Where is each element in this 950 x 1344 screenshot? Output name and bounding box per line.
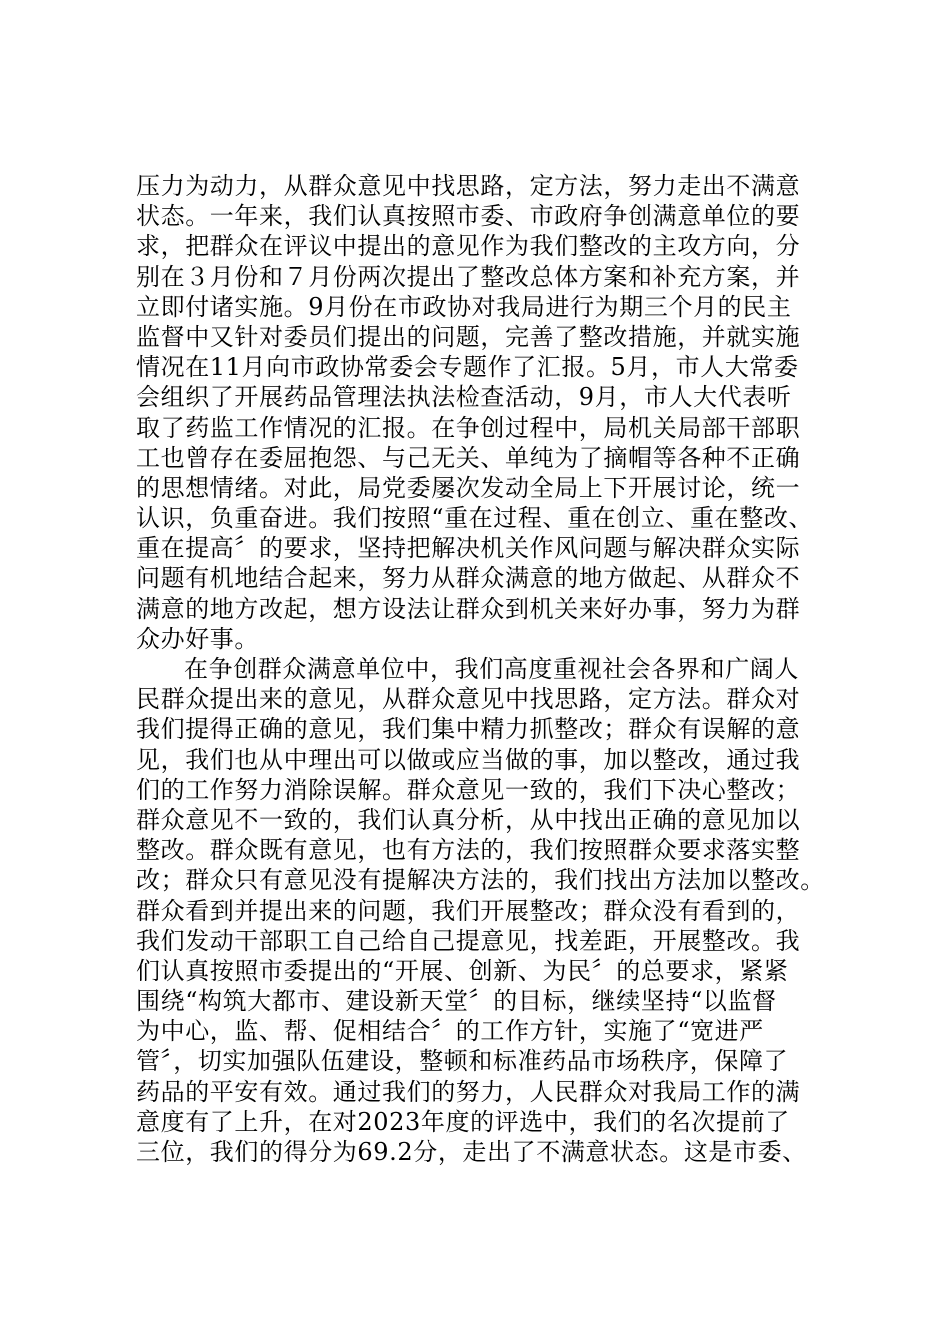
text-line: 们认真按照市委提出的“开展、创新、为民〞的总要求，紧紧 — [136, 956, 789, 985]
text-line: 满意的地方改起，想方设法让群众到机关来好办事，努力为群 — [136, 594, 801, 623]
text-line: 立即付诸实施。9月份在市政协对我局进行为期三个月的民主 — [136, 292, 792, 321]
text-line: 围绕“构筑大都市、建设新天堂〞的目标，继续坚持“以监督 — [136, 987, 777, 1016]
text-line: 工也曾存在委屈抱怨、与己无关、单纯为了摘帽等各种不正确 — [136, 443, 801, 472]
text-line: 为中心，监、帮、促相结合〞的工作方针，实施了“宽进严 — [136, 1017, 764, 1046]
text-line: 意度有了上升，在对2023年度的评选中，我们的名次提前了 — [136, 1107, 790, 1136]
text-line: 药品的平安有效。通过我们的努力，人民群众对我局工作的满 — [136, 1077, 801, 1106]
text-line: 压力为动力，从群众意见中找思路，定方法，努力走出不满意 — [136, 172, 801, 200]
text-line: 民群众提出来的意见，从群众意见中找思路，定方法。群众对 — [136, 685, 801, 714]
text-line: 我们提得正确的意见，我们集中精力抓整改；群众有误解的意 — [136, 715, 801, 744]
text-line: 求，把群众在评议中提出的意见作为我们整改的主攻方向，分 — [136, 232, 801, 261]
text-line: 见，我们也从中理出可以做或应当做的事，加以整改，通过我 — [136, 745, 801, 774]
text-line: 情况在11月向市政协常委会专题作了汇报。5月，市人大常委 — [136, 353, 799, 382]
text-line: 认识，负重奋进。我们按照“重在过程、重在创立、重在整改、 — [136, 504, 814, 533]
text-line: 们的工作努力消除误解。群众意见一致的，我们下决心整改； — [136, 775, 801, 804]
text-line: 别在３月份和７月份两次提出了整改总体方案和补充方案，并 — [136, 262, 801, 291]
text-line: 众办好事。 — [136, 624, 259, 653]
text-line: 三位，我们的得分为69.2分，走出了不满意状态。这是市委、 — [136, 1138, 807, 1166]
text-line: 改；群众只有意见没有提解决方法的，我们找出方法加以整改。 — [136, 866, 825, 895]
paragraph-start-line: 在争创群众满意单位中，我们高度重视社会各界和广阔人 — [184, 655, 799, 683]
text-line: 我们发动干部职工自己给自己提意见，找差距，开展整改。我 — [136, 926, 801, 955]
text-line: 状态。一年来，我们认真按照市委、市政府争创满意单位的要 — [136, 202, 801, 231]
text-line: 整改。群众既有意见，也有方法的，我们按照群众要求落实整 — [136, 836, 801, 865]
text-line: 问题有机地结合起来，努力从群众满意的地方做起、从群众不 — [136, 564, 801, 593]
body-text — [136, 171, 826, 1167]
text-line: 群众看到并提出来的问题，我们开展整改；群众没有看到的， — [136, 896, 801, 925]
text-line: 监督中又针对委员们提出的问题，完善了整改措施，并就实施 — [136, 322, 801, 351]
text-line: 重在提高〞的要求，坚持把解决机关作风问题与解决群众实际 — [136, 534, 801, 563]
text-line: 群众意见不一致的，我们认真分析，从中找出正确的意见加以 — [136, 805, 801, 834]
text-line: 取了药监工作情况的汇报。在争创过程中，局机关局部干部职 — [136, 413, 801, 442]
text-line: 会组织了开展药品管理法执法检查活动，9月，市人大代表听 — [136, 383, 792, 412]
text-line: 的思想情绪。对此，局党委屡次发动全局上下开展讨论，统一 — [136, 473, 801, 502]
text-line: 管〞，切实加强队伍建设，整顿和标准药品市场秩序，保障了 — [136, 1047, 789, 1076]
